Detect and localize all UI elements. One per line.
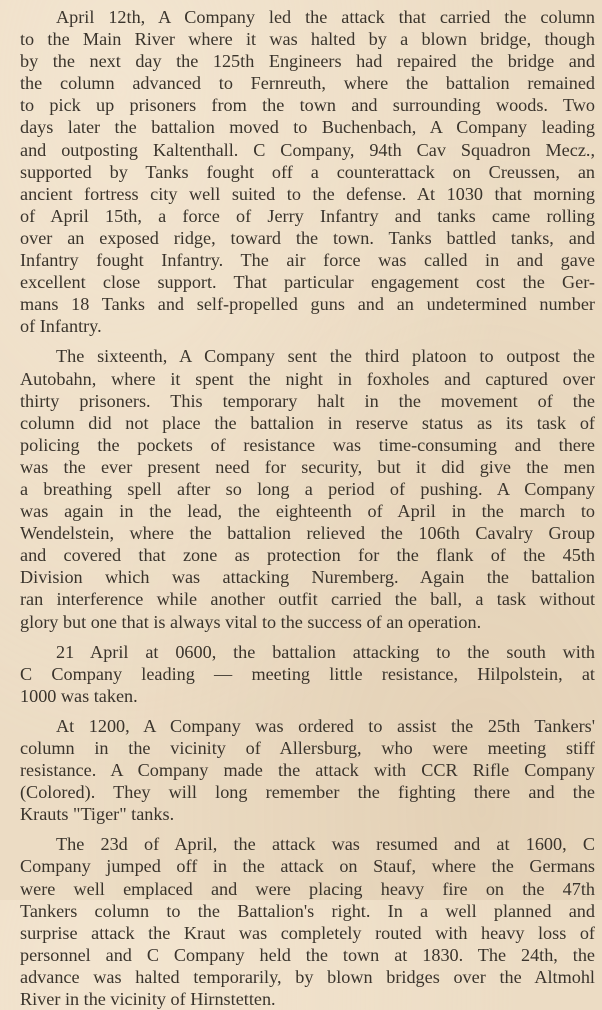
text-line: ran interference while another outfit carried the ball, a task without: [20, 589, 595, 610]
text-line: days later the battalion moved to Buchenbach, A Company leading: [20, 117, 595, 138]
text-line: of April 15th, a force of Jerry Infantry and tanks came rolling: [20, 205, 595, 226]
paragraph-april-12: [20, 6, 595, 337]
text-line: advance was halted temporarily, by blown bridges over the Altmohl: [20, 966, 595, 987]
text-line: column in the vicinity of Allersburg, who were meeting stiff: [20, 738, 595, 758]
text-line: 21 April at 0600, the battalion attacking to the south with: [56, 641, 595, 662]
paragraph-23d-april: [20, 833, 595, 1010]
text-line: Company jumped off in the attack on Stauf, where the Germans: [20, 856, 595, 877]
text-line: ancient fortress city well suited to the defense. At 1030 that morning: [20, 183, 595, 204]
text-line: resistance. A Company made the attack with CCR Rifle Company: [20, 760, 595, 781]
text-line: were well emplaced and were placing heavy fire on the 47th: [20, 878, 595, 899]
text-line: and outposting Kaltenthall. C Company, 94th Cav Squadron Mecz.,: [20, 139, 595, 160]
text-line: At 1200, A Company was ordered to assist the 25th Tankers': [56, 715, 595, 736]
text-line: over an exposed ridge, toward the town. Tanks battled tanks, and: [20, 227, 595, 248]
text-line: (Colored). They will long remember the fighting there and the: [20, 782, 595, 803]
text-line: Autobahn, where it spent the night in foxholes and captured over: [20, 368, 595, 389]
text-line: April 12th, A Company led the attack that carried the column: [56, 7, 595, 27]
text-line: was again in the lead, the eighteenth of April in the march to: [20, 501, 595, 522]
text-line: a breathing spell after so long a period of pushing. A Company: [20, 478, 595, 499]
text-line: glory but one that is always vital to the success of an operation.: [20, 611, 482, 632]
text-line: policing the pockets of resistance was time-consuming and there: [20, 434, 595, 455]
paragraph-sixteenth: [20, 345, 595, 632]
text-line: the column advanced to Fernreuth, where the battalion remained: [20, 73, 595, 94]
text-line: Division which was attacking Nuremberg. Again the battalion: [20, 567, 595, 588]
text-line: C Company leading — meeting little resistance, Hilpolstein, at: [20, 663, 595, 684]
text-line: mans 18 Tanks and self-propelled guns and an undetermined number: [20, 294, 595, 315]
paragraph-at-1200: [20, 715, 595, 825]
text-line: surprise attack the Kraut was completely routed with heavy loss of: [20, 922, 595, 943]
text-line: thirty prisoners. This temporary halt in the movement of the: [20, 390, 595, 411]
text-line: by the next day the 125th Engineers had repaired the bridge and: [20, 51, 595, 72]
text-line: excellent close support. That particular engagement cost the Ger-: [20, 272, 595, 293]
text-line: and covered that zone as protection for the flank of the 45th: [20, 545, 595, 566]
text-line: of Infantry.: [20, 316, 102, 337]
text-line: 1000 was taken.: [20, 685, 138, 706]
text-line: column did not place the battalion in reserve status as its task of: [20, 412, 595, 433]
text-line: Krauts "Tiger" tanks.: [20, 804, 175, 825]
text-line: was the ever present need for security, but it did give the men: [20, 456, 595, 477]
text-line: to pick up prisoners from the town and surrounding woods. Two: [20, 95, 595, 116]
paragraph-21-april: [20, 641, 595, 707]
text-line: Wendelstein, where the battalion relieved the 106th Cavalry Group: [20, 523, 595, 544]
text-line: to the Main River where it was halted by a blown bridge, though: [20, 29, 595, 50]
text-line: The sixteenth, A Company sent the third platoon to outpost the: [56, 346, 595, 367]
text-line: Infantry fought Infantry. The air force was called in and gave: [20, 250, 595, 271]
text-line: Tankers column to the Battalion's right. In a well planned and: [20, 900, 595, 921]
text-line: River in the vicinity of Hirnstetten.: [20, 989, 276, 1010]
text-line: supported by Tanks fought off a counterattack on Creussen, an: [20, 161, 595, 182]
text-line: personnel and C Company held the town at 1830. The 24th, the: [20, 944, 595, 965]
text-line: The 23d of April, the attack was resumed and at 1600, C: [56, 834, 595, 855]
